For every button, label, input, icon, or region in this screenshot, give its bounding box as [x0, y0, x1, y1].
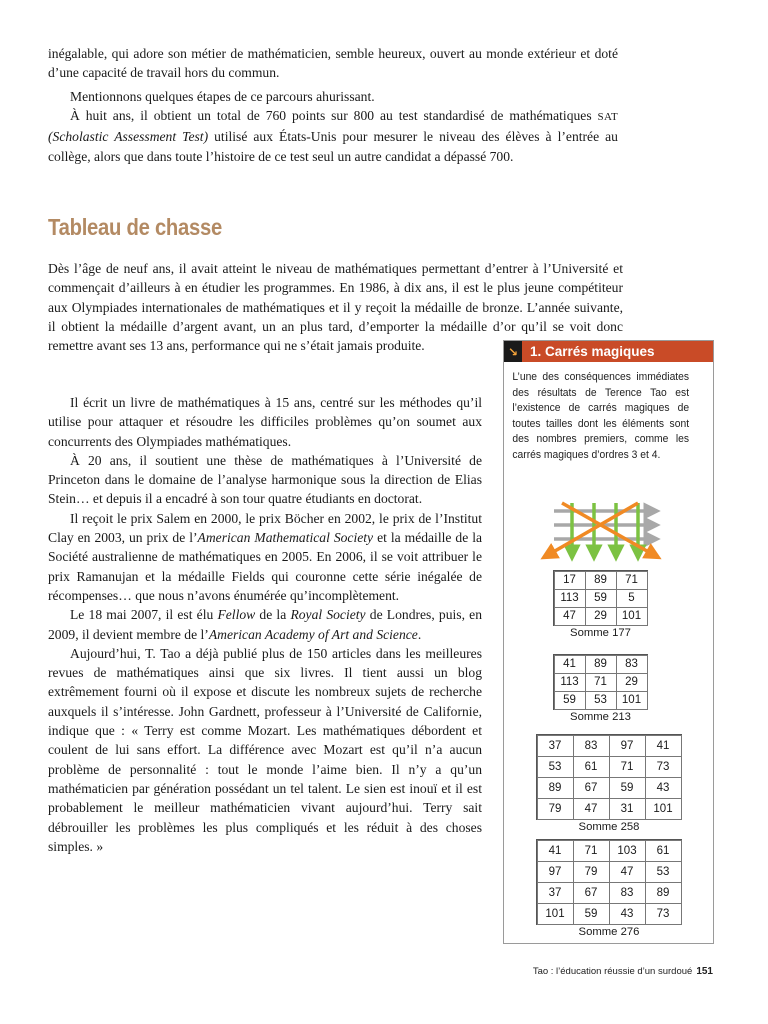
magic-square-cell: 37	[537, 735, 574, 757]
magic-square-sum: Somme 177	[570, 627, 631, 639]
magic-square-cell: 29	[616, 673, 648, 692]
magic-square-cell: 41	[537, 840, 574, 862]
magic-square-cell: 59	[554, 691, 586, 710]
magic-square-cell: 61	[573, 756, 610, 778]
intro-paragraph-1: inégalable, qui adore son métier de mathématicien, semble heureux, ouvert au monde extérieur et doté d’une capacité de travail hors du commun.	[48, 46, 618, 81]
page-number: 151	[696, 966, 713, 977]
magic-square-cell: 83	[616, 655, 648, 674]
magic-square-cell: 89	[585, 655, 617, 674]
section-paragraph-5: Le 18 mai 2007, il est élu Fellow de la Royal Society de Londres, puis, en 2009, il devient membre de l’American Academy of Art and Science.	[48, 607, 483, 642]
magic-square-cell: 53	[645, 861, 682, 883]
magic-square-cell: 113	[554, 589, 586, 608]
section-paragraph-6: Aujourd’hui, T. Tao a déjà publié plus de 150 articles dans les meilleures revues de mathématiques ainsi que six livres. Il tient aussi un blog extrêmement fourni où il expose et discute les nombreux sujets de recherche auxquels il s’intéresse. John Gardnett, professeur à l’Université de Californie, indique que : « Terry est comme Mozart. Les mathématiques débordent et coulent de lui sans effort. La différence avec Mozart est qu’il n’a aucun problème de personnalité : tout le monde l’aime bien. Il n’y a qu’un mathématicien par génération possédant un tel talent. Le sien est inouï et il est probablement le meilleur mathématicien vivant aujourd’hui. Terry sait débrouiller les problèmes les plus compliqués et les réduit à des choses simples. »	[48, 645, 482, 854]
magic-square	[553, 654, 648, 710]
magic-square-cell: 79	[573, 861, 610, 883]
magic-square-cell: 71	[585, 673, 617, 692]
magic-square-cell: 53	[585, 691, 617, 710]
magic-square	[536, 734, 682, 820]
magic-square-cell: 89	[645, 882, 682, 904]
magic-square-cell: 97	[537, 861, 574, 883]
narrow-column	[48, 393, 482, 856]
magic-square-cell: 113	[554, 673, 586, 692]
magic-squares-sidebar	[503, 340, 714, 944]
magic-square	[553, 570, 648, 626]
magic-square-cell: 101	[645, 798, 682, 820]
sidebar-body: L’une des conséquences immédiates des résultats de Terence Tao est l’existence de carrés magiques de toutes tailles dont les éléments sont des nombres premiers, comme les carrés magiques d’ordres 3 et 4.	[512, 371, 690, 461]
magic-square-cell: 71	[616, 571, 648, 590]
magic-square-cell: 101	[616, 691, 648, 710]
magic-square-cell: 97	[609, 735, 646, 757]
magic-square-cell: 43	[609, 903, 646, 925]
magic-square	[536, 839, 682, 925]
magic-square-cell: 79	[537, 798, 574, 820]
magic-square-cell: 47	[609, 861, 646, 883]
magic-square-cell: 5	[616, 589, 648, 608]
section-paragraph-1: Dès l’âge de neuf ans, il avait atteint le niveau de mathématiques permettant d’entrer à l’Université et commençait d’ailleurs à en étudier les programmes. En 1986, à dix ans, il est le plus jeune compétiteur aux Olympiades internationales de mathématiques et il y reçoit la médaille de bronze. L’année suivante, il obtient la médaille d’argent avant, un an plus tard, d’emporter la médaille d’or qu’il se voit donc remettre avant ses 13 ans, performance qui ne s’était jamais produite.	[48, 261, 623, 354]
magic-square-cell: 37	[537, 882, 574, 904]
sidebar-title: 1. Carrés magiques	[530, 344, 655, 359]
magic-square-cell: 67	[573, 777, 610, 799]
magic-square-cell: 59	[573, 903, 610, 925]
magic-square-cell: 59	[585, 589, 617, 608]
magic-square-cell: 103	[609, 840, 646, 862]
page-footer	[533, 966, 713, 977]
magic-square-cell: 29	[585, 607, 617, 626]
magic-square-sum: Somme 213	[570, 711, 631, 723]
intro-paragraph-2: Mentionnons quelques étapes de ce parcours ahurissant.	[70, 89, 375, 104]
magic-square-diagram	[540, 501, 664, 563]
arrow-down-right-icon: ↘	[504, 341, 522, 362]
sidebar-header	[504, 341, 713, 362]
magic-square-sum: Somme 276	[578, 926, 640, 938]
magic-square-cell: 101	[537, 903, 574, 925]
magic-square-cell: 61	[645, 840, 682, 862]
magic-square-cell: 89	[537, 777, 574, 799]
magic-square-cell: 101	[616, 607, 648, 626]
magic-square-cell: 71	[573, 840, 610, 862]
magic-square-cell: 83	[609, 882, 646, 904]
magic-square-cell: 73	[645, 903, 682, 925]
magic-square-cell: 31	[609, 798, 646, 820]
magic-square-cell: 17	[554, 571, 586, 590]
magic-square-cell: 73	[645, 756, 682, 778]
section-paragraph-4: Il reçoit le prix Salem en 2000, le prix Böcher en 2002, le prix de l’Institut Clay en 2003, un prix de l’American Mathematical Society et la médaille de la Société australienne de mathématiques en 2005. En 2006, il se voit attribuer le prix Ramanujan et la médaille Fields qui couronne cette série inégalée de récompenses… que nous n’avons énumérée qu’incomplètement.	[48, 510, 483, 603]
magic-square-cell: 43	[645, 777, 682, 799]
magic-square-sum: Somme 258	[578, 821, 640, 833]
magic-square-cell: 41	[645, 735, 682, 757]
magic-square-cell: 67	[573, 882, 610, 904]
running-head: Tao : l’éducation réussie d’un surdoué	[532, 966, 693, 977]
section-heading: Tableau de chasse	[48, 214, 223, 240]
magic-square-cell: 83	[573, 735, 610, 757]
intro-paragraph-3: À huit ans, il obtient un total de 760 points sur 800 au test standardisé de mathématiques SAT (Scholastic Assessment Test) utilisé aux États-Unis pour mesurer le niveau des élèves à l’entrée au collège, alors que dans toute l’histoire de ce test seul un autre candidat a dépassé 700.	[48, 108, 618, 164]
magic-square-cell: 89	[585, 571, 617, 590]
section-paragraph-3: À 20 ans, il soutient une thèse de mathématiques à l’Université de Princeton dans le domaine de l’analyse harmonique sous la direction de Elias Stein… et depuis il a encadré à son tour quatre étudiants en doctorat.	[48, 452, 482, 507]
magic-square-cell: 59	[609, 777, 646, 799]
magic-square-cell: 53	[537, 756, 574, 778]
magic-square-cell: 41	[554, 655, 586, 674]
section-paragraph-2: Il écrit un livre de mathématiques à 15 ans, centré sur les méthodes qu’il utilise pour attaquer et résoudre les difficiles problèmes qu’on soumet aux concurrents des Olympiades mathématiques.	[48, 395, 482, 449]
magic-square-cell: 47	[573, 798, 610, 820]
magic-square-cell: 71	[609, 756, 646, 778]
magic-square-cell: 47	[554, 607, 586, 626]
